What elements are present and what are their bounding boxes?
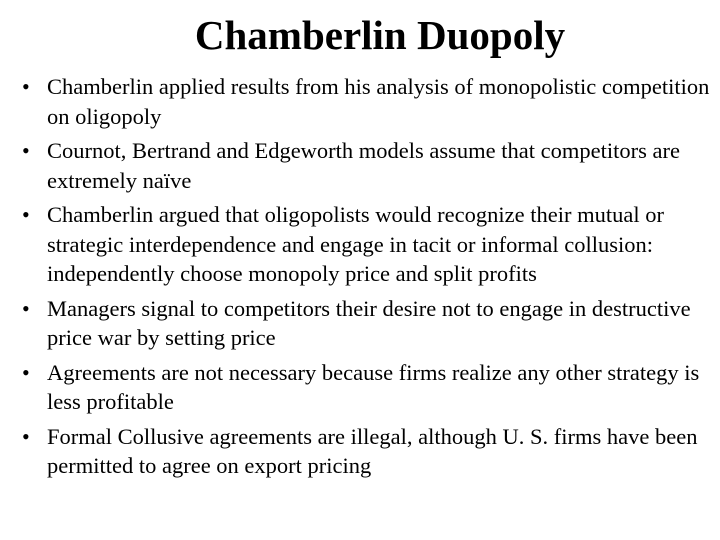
bullet-dot-icon: • — [22, 138, 30, 163]
list-item — [22, 200, 712, 289]
bullet-dot-icon: • — [22, 423, 30, 449]
bullet-dot-icon: • — [22, 359, 30, 385]
list-item — [22, 422, 712, 481]
bullet-dot-icon: • — [22, 74, 30, 99]
bullet-text: Agreements are not necessary because firms realize any other strategy is less profitable — [47, 359, 700, 414]
bullet-text: Cournot, Bertrand and Edgeworth models assume that competitors are extremely naïve — [47, 138, 680, 193]
list-item — [22, 294, 712, 353]
list-item — [22, 72, 712, 131]
bullet-text: Chamberlin applied results from his analysis of monopolistic competition on oligopoly — [47, 74, 710, 129]
bullet-text: Chamberlin argued that oligopolists would recognize their mutual or strategic interdependence and engage in tacit or informal collusion: independently choose monopoly price and split profits — [47, 202, 664, 286]
list-item — [22, 358, 712, 417]
bullet-dot-icon: • — [22, 295, 30, 321]
slide-title: Chamberlin Duopoly — [194, 12, 566, 58]
bullet-text: Managers signal to competitors their desire not to engage in destructive price war by setting price — [47, 295, 691, 350]
bullet-text: Formal Collusive agreements are illegal, although U. S. firms have been permitted to agree on export pricing — [47, 423, 698, 478]
bullet-dot-icon: • — [22, 202, 30, 227]
list-item — [22, 136, 712, 195]
bullet-list — [22, 72, 712, 486]
